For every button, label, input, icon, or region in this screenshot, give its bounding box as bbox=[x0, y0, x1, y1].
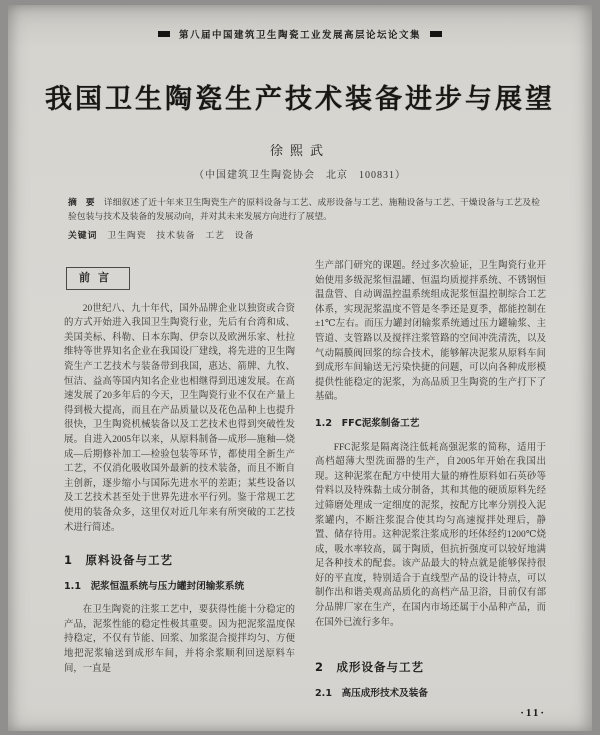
proceedings-title: 第八届中国建筑卫生陶瓷工业发展高层论坛论文集 bbox=[178, 30, 421, 41]
author-affiliation: （中国建筑卫生陶瓷协会 北京 100831） bbox=[194, 170, 406, 181]
abstract-text: 详细叙述了近十年来卫生陶瓷生产的原料设备与工艺、成形设备与工艺、施釉设备与工艺、干燥设备与工艺及检验包装与技术及装备的发展动向，并对其未来发展方向进行了展望。 bbox=[68, 197, 540, 221]
preface-heading-wrap bbox=[66, 267, 295, 290]
abstract-block bbox=[68, 196, 540, 223]
keywords-label: 关键词 bbox=[68, 230, 98, 240]
scanned-paper-page bbox=[8, 5, 592, 731]
preface-heading: 前言 bbox=[66, 267, 130, 290]
section-1-heading: 1 原料设备与工艺 bbox=[64, 553, 174, 568]
section-1-2-heading: 1.2 FFC泥浆制备工艺 bbox=[315, 417, 420, 429]
left-column bbox=[64, 259, 295, 710]
page-header bbox=[8, 5, 592, 41]
abstract-label: 摘 要 bbox=[68, 197, 95, 207]
intro-paragraph: 20世纪八、九十年代，国外品牌企业以独资或合资的方式开始进入我国卫生陶瓷行业，先后有台湾和成、美国美标、科勒、日本东陶、伊奈以及欧洲乐家、杜拉维特等世界知名企业在我国设厂建线，将先进的卫生陶瓷生产工艺技术与装备带到我国，惠达、箭牌、九牧、恒洁、益高等国内知名企业也相继得到迅速发展。在高速发展了20多年后的今天，卫生陶瓷行业不仅在产量上得到极大提高，而且在产品质量以及花色品种上也提升很快，卫生陶瓷机械装备以及工艺技术也得到突破性发展。自进入2005年以来，从原料制备—成形—施釉—烧成—后期修补加工—检验包装等环节，都使用全新生产工艺，不仅消化吸收国外最新的技术装备，而且不断自主创新，逐步缩小与国际先进水平的差距；某些设备以及工艺技术甚至处于世界先进水平行列。鉴于常规工艺使用的装备众多，这里仅对近几年来有所突破的工艺技术进行简述。 bbox=[64, 303, 295, 533]
section-1-1-heading: 1.1 泥浆恒温系统与压力罐封闭输浆系统 bbox=[64, 580, 245, 592]
section-1-2-text: FFC泥浆是隔离浇注低耗高强泥浆的简称，适用于高档超薄大型洗面器的生产，自2005年开始在我国出现。这种泥浆在配方中使用大量的瘠性原料如石英砂等骨料以及特殊黏土成分制备，其和其他的硬质原料先经过筛磨处理成一定细度的泥浆，按配方比率分别投入泥浆罐内，不断注浆混合使其均匀高速搅拌处理后，静置、储存待用。这种泥浆注浆成形的坯体经约1200℃烧成，吸水率较高，属于陶质，但抗折强度可以较好地满足各种技术的配套。该产品最大的特点就是能够保持很好的平直度，特别适合于直线型产品的设计特点，可以制作出和谐美观高品质化的高档产品卫浴，目前仅有部分品牌厂家在生产，在国内市场还属于小品种产品，而在国外已流行多年。 bbox=[315, 442, 546, 628]
header-right-square-icon bbox=[430, 31, 442, 37]
header-left-square-icon bbox=[158, 31, 170, 37]
paper-title: 我国卫生陶瓷生产技术装备进步与展望 bbox=[45, 84, 555, 115]
page-number: ·11· bbox=[520, 707, 546, 719]
continuation-paragraph: 生产部门研究的课题。经过多次验证，卫生陶瓷行业开始使用多级泥浆恒温罐、恒温均质搅拌系统、不锈钢恒温盘管、自动调温控温系统组成泥浆恒温控制综合工艺体系，实现泥浆温度不管是冬季还是夏季，都能控制在±1℃左右。而压力罐封闭输浆系统通过压力罐输浆、主管道、支管路以及搅拌注浆管路的空间冲洗清洗，以及气动隔膜阀回浆的综合技术，能够解决泥浆从原料车间到成形车间输送无污染快捷的问题，可以向各种成形模提供性能稳定的泥浆，为高品质卫生陶瓷的生产打下了基础。 bbox=[315, 261, 546, 403]
keywords-text: 卫生陶瓷 技术装备 工艺 设备 bbox=[107, 230, 255, 240]
section-2-heading: 2 成形设备与工艺 bbox=[315, 660, 425, 675]
section-1-1-text: 在卫生陶瓷的注浆工艺中，要获得性能十分稳定的产品，泥浆性能的稳定性极其重要。因为把泥浆温度保持稳定，不仅有节能、回浆、加浆混合搅拌均匀、方便地把泥浆输送到成形车间，并将余浆顺利回送原料车间，一直是 bbox=[64, 605, 295, 674]
author-name: 徐熙武 bbox=[269, 143, 330, 158]
keywords-block bbox=[68, 228, 540, 241]
section-2-1-heading: 2.1 高压成形技术及装备 bbox=[315, 687, 428, 699]
two-column-body bbox=[64, 259, 546, 710]
right-column bbox=[315, 259, 546, 710]
